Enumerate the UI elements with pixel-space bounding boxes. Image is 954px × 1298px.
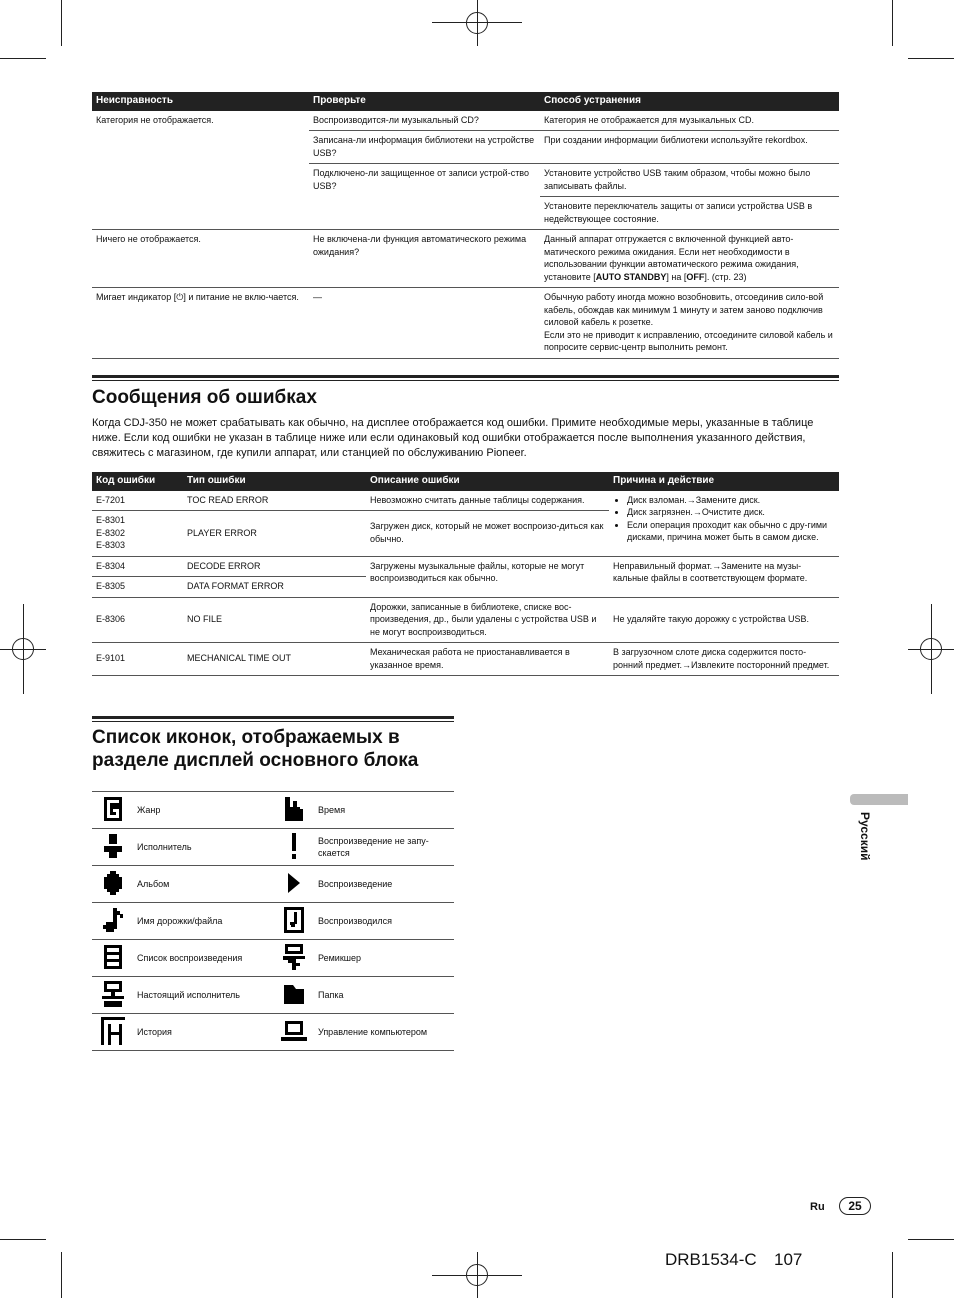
crop-mark [0,58,46,59]
note-icon [92,903,134,940]
section-rule [92,380,839,381]
album-icon [92,866,134,903]
icon-label: Жанр [134,792,273,829]
table-row [92,556,839,577]
table-row [92,829,454,866]
table-row [92,940,454,977]
played-icon [273,903,315,940]
intro-paragraph: Когда CDJ-350 не может срабатывать как обычно, на дисплее отображается код ошибки. Примите необходимые меры, указанные в таблице ниже. Если код ошибки не указан в таблице ниже или если одинаковый код ошибки отображается после выполнения указанного действия, свяжитесь с магазином, где купили аппарат, или станцией по обслуживанию Pioneer. [92,417,814,459]
doc-page: 107 [774,1250,803,1269]
icon-label: Управление компьютером [315,1014,454,1051]
error-type: DATA FORMAT ERROR [183,577,366,598]
icon-label: Исполнитель [134,829,273,866]
table-header-row [92,92,839,111]
check-cell: Воспроизводится-ли музыкальный CD? [309,111,540,131]
error-type: MECHANICAL TIME OUT [183,643,366,676]
error-code: E-7201 [92,491,183,511]
icon-label: Воспроизведение [315,866,454,903]
fix-text: Если это не приводит к исправлению, отсоедините силовой кабель и попросите сервис-центр выполнить ремонт. [544,329,833,352]
playlist-icon [92,940,134,977]
error-cause: В загрузочном слоте диска содержится посто-ронний предмет.→Извлеките посторонний предмет. [609,643,839,676]
setting-value: OFF [686,271,705,282]
fix-cell [540,230,839,288]
cause-item: • Диск загрязнен.→Очистите диск. [627,506,835,519]
table-row [92,792,454,829]
fix-cell: Категория не отображается для музыкальных CD. [540,111,839,131]
fix-cell: Установите переключатель защиты от записи устройства USB в недействующее состояние. [540,197,839,230]
cause-item: • Если операция проходит как обычно с дру-гими дисками, причина может быть в самом диске. [627,519,835,544]
column-header: Код ошибки [92,472,183,491]
page-number: 25 [848,1199,862,1213]
doc-code: DRB1534-C [665,1250,757,1269]
page-number-badge [839,1197,871,1215]
icon-label: Ремикшер [315,940,454,977]
error-cause: Не удаляйте такую дорожку с устройства USB. [609,597,839,643]
cause-item: • Диск взломан.→Замените диск. [627,494,835,507]
error-code-line: E-8301 [96,515,126,525]
table-row [92,111,839,131]
icon-label: Имя дорожки/файла [134,903,273,940]
remixer-icon [273,940,315,977]
error-code-line: E-8302 [96,527,126,538]
fix-text: Обычную работу иногда можно возобновить, отсоединив сило-вой кабель, обождав как минимум 1 минуту и затем заново подключив силовой кабель к розетке. [544,292,824,327]
error-description: Загружен диск, который не может воспроизо-диться как обычно. [366,511,609,557]
column-header: Описание ошибки [366,472,609,491]
fix-cell [540,288,839,359]
section-title [92,726,418,772]
error-type: NO FILE [183,597,366,643]
language-tab [850,794,908,805]
table-row [92,597,839,643]
section-title-line: разделе дисплей основного блока [92,750,419,771]
check-cell: — [309,288,540,359]
column-header: Тип ошибки [183,472,366,491]
error-description: Дорожки, записанные в библиотеке, списке вос-произведения, др., были удалены с устройства USB и не могут воспроизводиться. [366,597,609,643]
fix-text: Данный аппарат отгружается с включенной функцией авто-матического режима ожидания. Если нет необходимости в использовании функции автоматического режима ожидания, установите [ [544,234,799,282]
error-description: Механическая работа не приостанавливается в указанное время. [366,643,609,676]
check-cell: Подключено-ли защищенное от записи устрой-ство USB? [309,164,540,230]
error-type: PLAYER ERROR [183,511,366,557]
error-code: E-8305 [92,577,183,598]
table-row [92,977,454,1014]
icon-label: Альбом [134,866,273,903]
error-code-line: E-8303 [96,540,126,550]
fix-text: ]. (стр. 23) [704,271,747,282]
fix-text: ] на [ [666,271,687,282]
icon-label: Время [315,792,454,829]
error-codes-table [92,472,839,676]
artist-icon [92,829,134,866]
error-code: E-9101 [92,643,183,676]
icon-label: История [134,1014,273,1051]
table-row [92,866,454,903]
exclamation-icon [273,829,315,866]
icon-label: Список воспроизведения [134,940,273,977]
error-cause: Неправильный формат.→Замените на музы-кальные файлы в соответствующем формате. [609,556,839,597]
column-header: Неисправность [92,92,309,111]
problem-cell: Ничего не отображается. [92,230,309,288]
icon-list-table [92,791,454,1051]
genre-icon [92,792,134,829]
column-header: Проверьте [309,92,540,111]
section-rule [92,721,454,722]
table-row [92,643,839,676]
setting-name: AUTO STANDBY [595,271,667,282]
table-header-row [92,472,839,491]
crop-mark [61,0,62,46]
error-code: E-8306 [92,597,183,643]
section-rule [92,716,454,719]
crop-mark [908,58,954,59]
icon-label: Воспроизведение не запу-скается [315,829,454,866]
troubleshooting-table [92,92,839,359]
crop-mark [892,1252,893,1298]
error-code [92,511,183,557]
table-row [92,1014,454,1051]
original-artist-icon [92,977,134,1014]
footer-lang: Ru [810,1201,825,1213]
error-cause [609,491,839,557]
error-type: DECODE ERROR [183,556,366,577]
error-description: Невозможно считать данные таблицы содержания. [366,491,609,511]
problem-cell: Мигает индикатор [⏻] и питание не вклю-чается. [92,288,309,359]
table-row [92,288,839,359]
section-title-line: Список иконок, отображаемых в [92,727,400,748]
crop-mark [0,1239,46,1240]
column-header: Причина и действие [609,472,839,491]
error-code: E-8304 [92,556,183,577]
error-description: Загружены музыкальные файлы, которые не могут воспроизводиться как обычно. [366,556,609,597]
check-cell: Не включена-ли функция автоматического режима ожидания? [309,230,540,288]
problem-cell: Категория не отображается. [92,111,309,230]
time-icon [273,792,315,829]
play-icon [273,866,315,903]
error-type: TOC READ ERROR [183,491,366,511]
language-label: Русский [858,812,872,861]
table-row [92,230,839,288]
history-icon [92,1014,134,1051]
table-row [92,903,454,940]
icon-label: Воспроизводился [315,903,454,940]
folder-icon [273,977,315,1014]
table-row [92,491,839,511]
icon-label: Настоящий исполнитель [134,977,273,1014]
section-title: Сообщения об ошибках [92,387,317,408]
fix-cell: При создании информации библиотеки используйте rekordbox. [540,131,839,164]
computer-icon [273,1014,315,1051]
crop-mark [892,0,893,46]
column-header: Способ устранения [540,92,839,111]
icon-label: Папка [315,977,454,1014]
crop-mark [61,1252,62,1298]
check-cell: Записана-ли информация библиотеки на устройстве USB? [309,131,540,164]
section-rule [92,375,839,378]
crop-mark [908,1239,954,1240]
fix-cell: Установите устройство USB таким образом, чтобы можно было записывать файлы. [540,164,839,197]
